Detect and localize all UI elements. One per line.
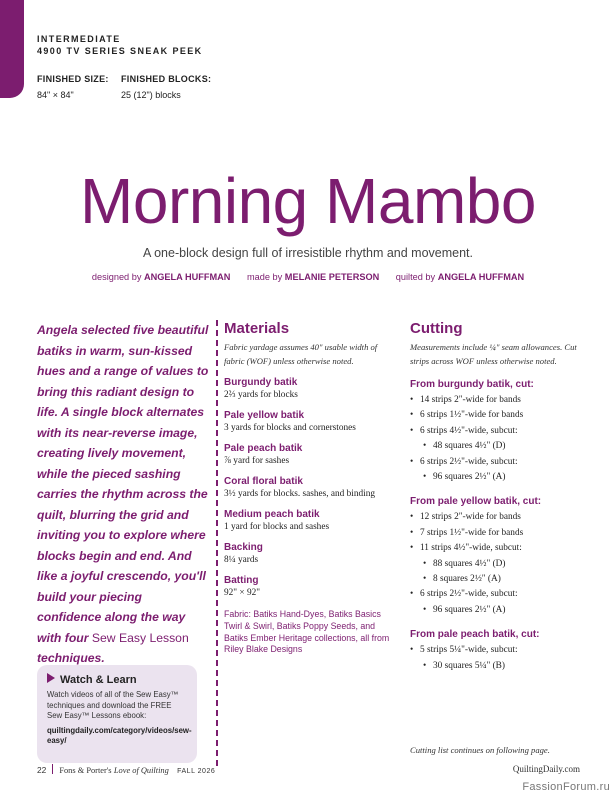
footer [37,764,215,775]
quilter-name: ANGELA HUFFMAN [437,272,525,282]
continued-note: Cutting list continues on following page. [410,745,550,755]
watch-title: Watch & Learn [60,674,137,686]
material-name: Burgundy batik [224,377,298,388]
quilted-label: quilted by [395,272,436,282]
credits-line [0,272,616,282]
maker-name: MELANIE PETERSON [284,272,380,282]
finished-blocks [121,71,211,103]
materials-note: Fabric yardage assumes 40" usable width of fabric (WOF) unless otherwise noted. [224,342,378,366]
column-divider [216,320,218,766]
cutting-line: • 6 strips 1½"-wide for bands [410,408,585,423]
level-label: INTERMEDIATE [37,34,121,44]
material-quantity: 8¼ yards [224,555,259,565]
cutting-line: • 6 strips 2½"-wide, subcut: [410,587,585,602]
pattern-subtitle: A one-block design full of irresistible rhythm and movement. [142,246,474,260]
material-quantity: 2⅔ yards for blocks [224,390,298,400]
side-tab [0,0,24,98]
material-item [224,410,394,434]
cutting-line: • 96 squares 2½" (A) [410,470,585,485]
material-quantity: 1 yard for blocks and sashes [224,522,330,532]
material-quantity: 3 yards for blocks and cornerstones [224,423,356,433]
cutting-line: • 12 strips 2"-wide for bands [410,510,585,525]
site-url: QuiltingDaily.com [512,764,580,774]
cutting-group-title: From pale yellow batik, cut: [410,496,542,508]
pattern-title: Morning Mambo [80,165,536,237]
issue-season: FALL 2026 [177,768,216,775]
cutting-line: • 88 squares 4½" (D) [410,557,585,572]
material-name: Coral floral batik [224,476,303,487]
finished-size-label: FINISHED SIZE: [37,74,109,84]
skill-level [37,33,203,57]
material-quantity: 92" × 92" [224,588,261,598]
cutting-heading: Cutting [410,320,463,337]
made-label: made by [246,272,283,282]
material-quantity: ⅞ yard for sashes [224,456,290,466]
material-item [224,509,394,533]
cutting-line: • 30 squares 5¼" (B) [410,659,585,674]
cutting-line: • 48 squares 4½" (D) [410,439,585,454]
watch-text: Watch videos of all of the Sew Easy™ techniques and download the FREE Sew Easy™ Lessons ebook: [47,690,179,720]
designer-name: ANGELA HUFFMAN [144,272,231,282]
material-name: Medium peach batik [224,509,320,520]
material-item [224,443,394,467]
cutting-line: • 6 strips 2½"-wide, subcut: [410,455,585,470]
cutting-line: • 14 strips 2"-wide for bands [410,393,585,408]
material-name: Pale peach batik [224,443,303,454]
cutting-list [410,393,585,485]
cutting-line: • 5 strips 5¼"-wide, subcut: [410,643,585,658]
cutting-group-title: From pale peach batik, cut: [410,629,540,641]
watch-link[interactable]: quiltingdaily.com/category/videos/sew-easy/ [47,725,192,745]
cutting-line: • 11 strips 4½"-wide, subcut: [410,541,585,556]
material-item [224,575,394,599]
cutting-line: • 7 strips 1½"-wide for bands [410,526,585,541]
watch-learn-box [37,665,197,763]
materials-heading: Materials [224,320,290,337]
magazine-name: Fons & Porter's [59,766,112,775]
cutting-list [410,643,585,674]
finished-blocks-label: FINISHED BLOCKS: [121,74,212,84]
cutting-line: • 96 squares 2½" (A) [410,603,585,618]
cutting-line: • 8 squares 2½" (A) [410,572,585,587]
material-name: Batting [224,575,259,586]
magazine-title: Love of Quilting [113,766,169,775]
fabric-note: Fabric: Batiks Hand-Dyes, Batiks Basics Twirl & Swirl, Batiks Poppy Seeds, and Batiks Ember Heritage collections, all from Riley Blake Designs [224,609,390,655]
cutting-note: Measurements include ¼" seam allowances. Cut strips across WOF unless otherwise noted. [410,342,577,366]
cutting-list [410,510,585,618]
material-quantity: 3½ yards for blocks. sashes, and binding [224,489,376,499]
play-icon [47,673,55,683]
cutting-line: • 6 strips 4½"-wide, subcut: [410,424,585,439]
material-item [224,377,394,401]
designed-label: designed by [91,272,142,282]
material-name: Backing [224,542,263,553]
finished-size [37,71,109,103]
materials-column [224,320,394,656]
cutting-group-title: From burgundy batik, cut: [410,379,534,390]
watermark: FassionForum.ru [522,781,610,793]
material-name: Pale yellow batik [224,410,305,421]
finished-size-value: 84" × 84" [37,90,74,100]
finished-blocks-value: 25 (12") blocks [121,90,181,100]
intro-paragraph: Angela selected five beautiful batiks in warm, sun-kissed hues and a range of values to bring this radiant design to life. A single block alternates with its near-reverse image, creating lively movement, while the pieced sashing carries the rhythm across the quilt, blurring the grid and inviting you to explore where blocks begin and end. And like a joyful crescendo, you'll build your piecing confidence along the way with four Sew Easy Lesson techniques. [37,323,209,665]
cutting-column [410,320,585,674]
material-item [224,542,394,566]
material-item [224,476,394,500]
page-number: 22 [37,765,47,775]
series-label: 4900 TV SERIES SNEAK PEEK [37,46,203,56]
